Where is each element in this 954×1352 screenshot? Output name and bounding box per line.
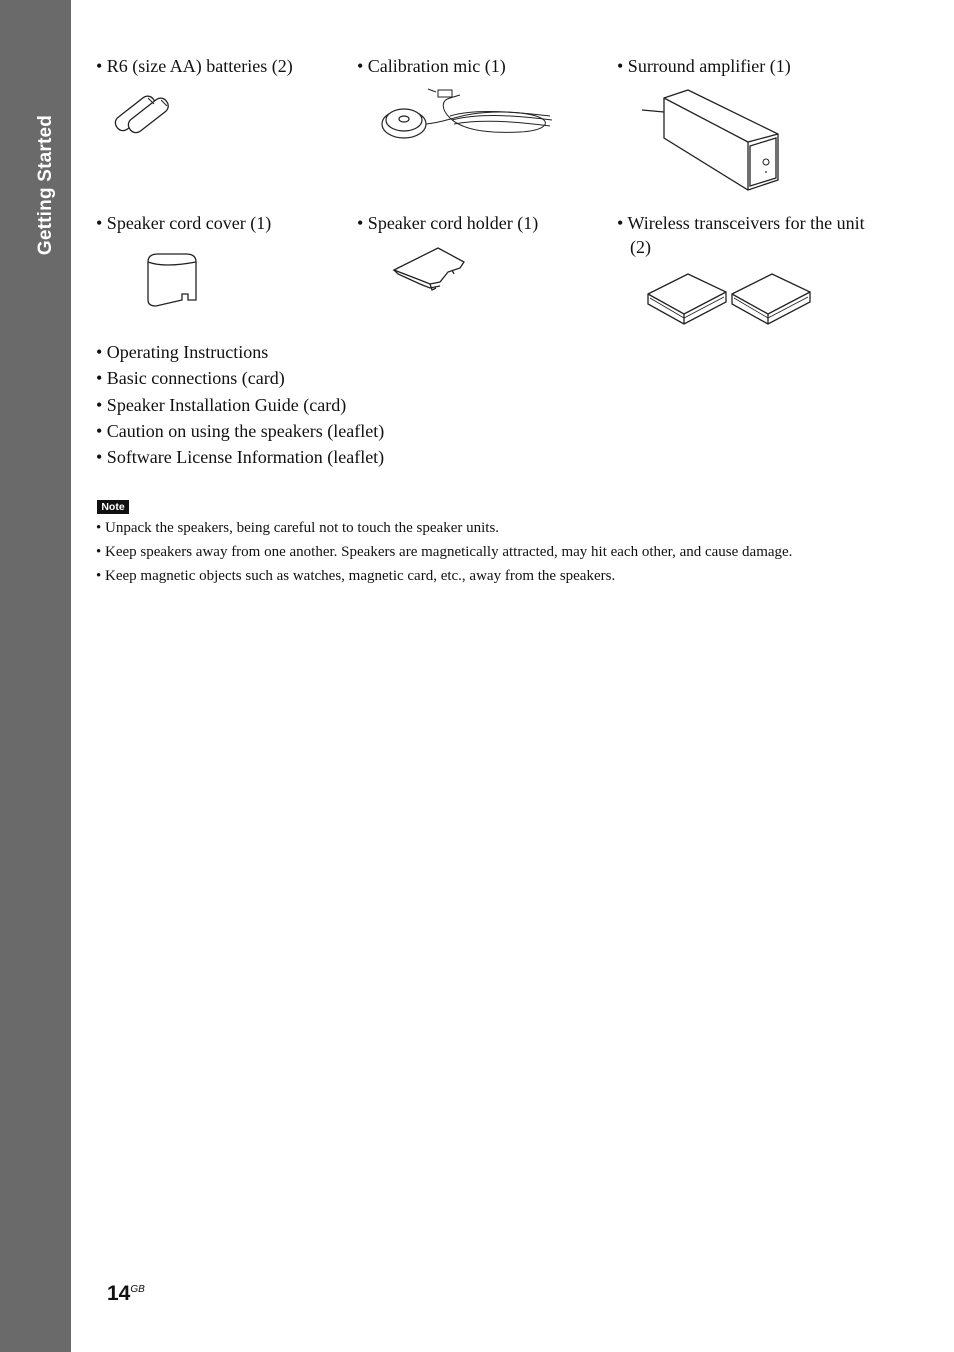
accessory-wireless-transceivers-label: • Wireless transceivers for the unit (2)	[617, 213, 865, 257]
note-item: • Keep magnetic objects such as watches, magnetic card, etc., away from the speakers.	[96, 568, 616, 584]
batteries-icon	[108, 86, 182, 138]
notes-list	[96, 516, 792, 588]
accessory-surround-amplifier-label: • Surround amplifier (1)	[617, 56, 791, 76]
accessory-batteries-label: • R6 (size AA) batteries (2)	[96, 56, 293, 76]
accessory-speaker-cord-holder-label: • Speaker cord holder (1)	[357, 213, 539, 233]
document-item: • Caution on using the speakers (leaflet)	[96, 420, 385, 441]
page-number-value: 14	[107, 1282, 131, 1305]
speaker-cord-cover-icon	[144, 250, 200, 312]
speaker-cord-holder-icon	[390, 244, 470, 294]
accessory-speaker-cord-cover-label: • Speaker cord cover (1)	[96, 213, 272, 233]
surround-amplifier-icon	[640, 86, 785, 196]
section-label: Getting Started	[35, 114, 56, 256]
document-item: • Software License Information (leaflet)	[96, 447, 385, 468]
calibration-mic-icon	[380, 86, 560, 146]
note-item: • Keep speakers away from one another. Speakers are magnetically attracted, may hit each other, and cause damage.	[96, 544, 793, 560]
note-badge: Note	[97, 500, 129, 514]
accessory-calibration-mic-label: • Calibration mic (1)	[357, 56, 506, 76]
note-item: • Unpack the speakers, being careful not to touch the speaker units.	[96, 520, 500, 536]
document-item: • Speaker Installation Guide (card)	[96, 394, 347, 415]
page-number-suffix: GB	[130, 1284, 145, 1295]
document-item: • Operating Instructions	[96, 342, 269, 362]
page-number	[107, 1282, 145, 1306]
document-item: • Basic connections (card)	[96, 368, 285, 389]
wireless-transceivers-icon	[644, 268, 816, 330]
documents-list	[96, 339, 384, 470]
sidebar-tab	[0, 0, 71, 1352]
